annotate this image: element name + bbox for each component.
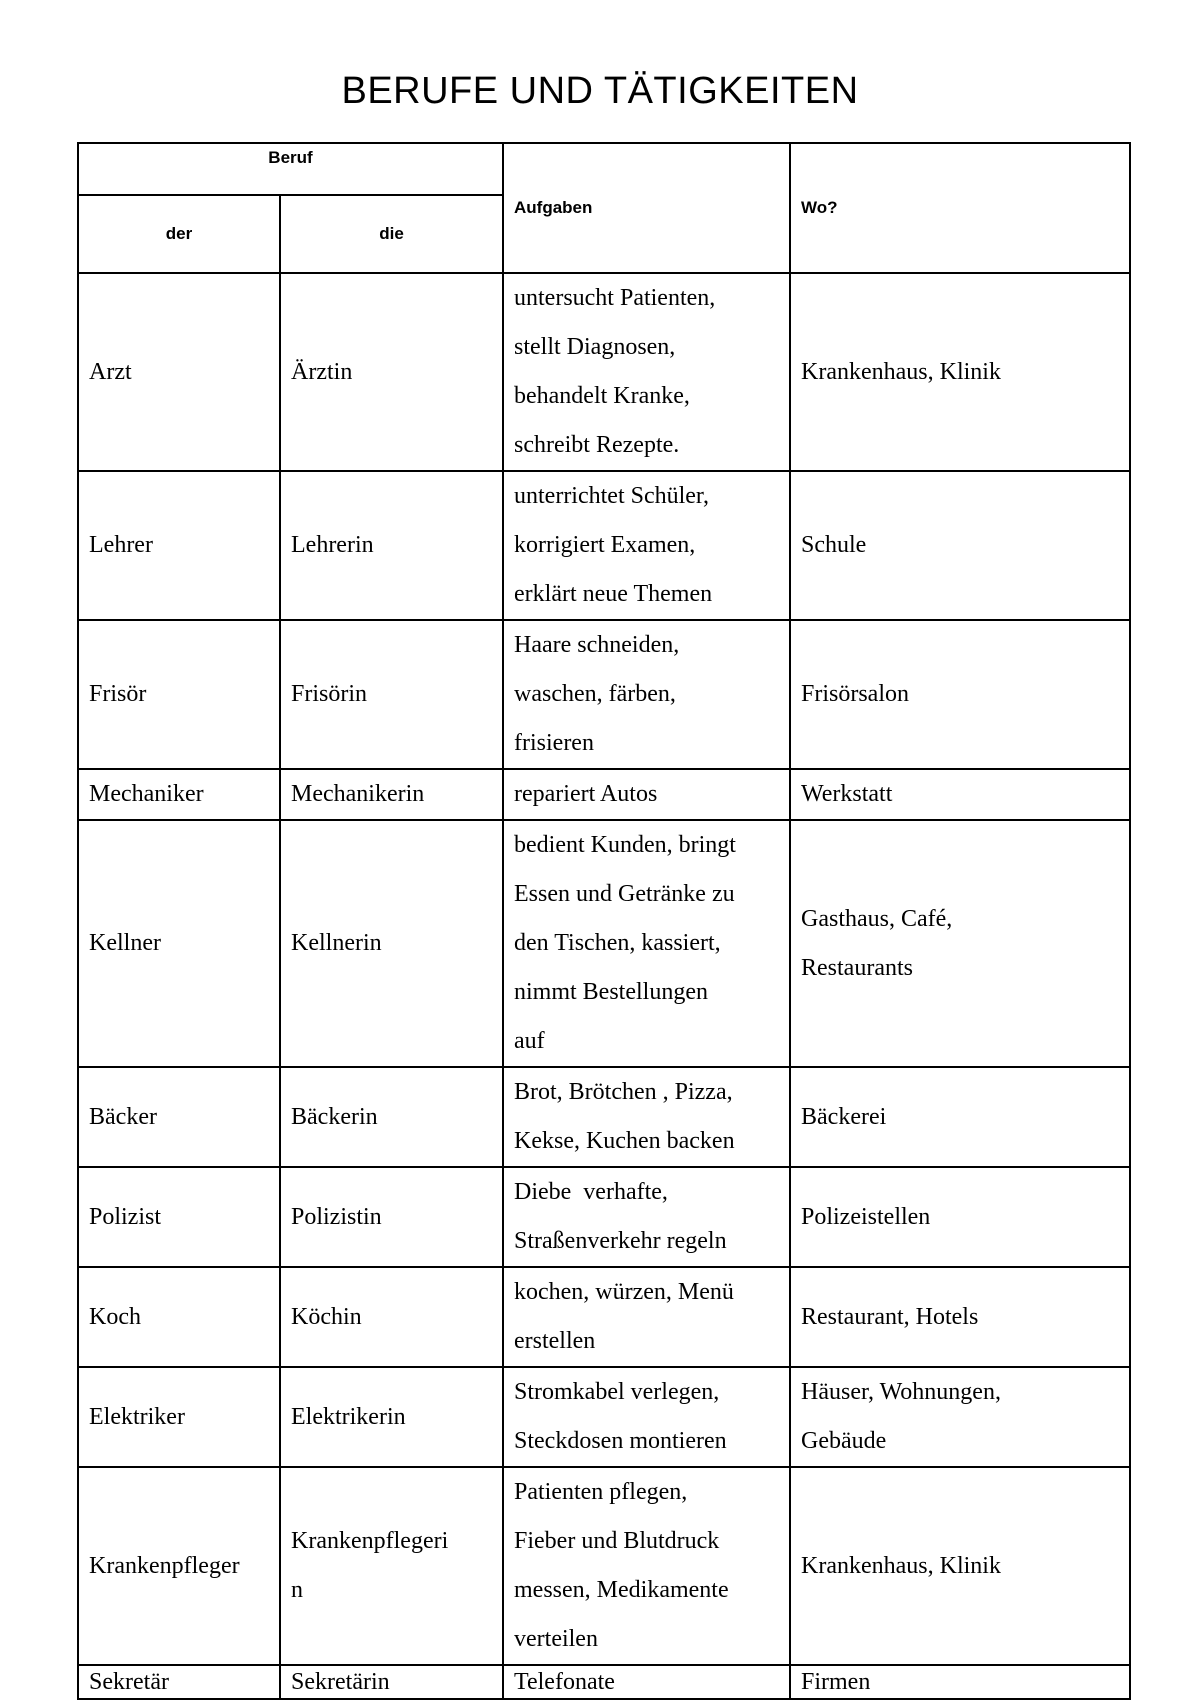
task-line: erstellen <box>514 1328 596 1354</box>
wo-line: Restaurant, Hotels <box>801 1303 979 1330</box>
aufgaben-cell <box>503 820 790 1067</box>
wo-cell <box>790 1367 1130 1467</box>
task-line: Haare schneiden, <box>514 632 680 658</box>
task-line: Diebe verhafte, <box>514 1179 668 1205</box>
wo-cell <box>790 1665 1130 1699</box>
die-line: n <box>291 1577 303 1603</box>
der-cell: Polizist <box>78 1167 280 1267</box>
wo-cell <box>790 1167 1130 1267</box>
task-line: auf <box>514 1028 545 1054</box>
task-line: Steckdosen montieren <box>514 1428 727 1454</box>
wo-line: Häuser, Wohnungen, <box>801 1379 1001 1405</box>
task-line: Kekse, Kuchen backen <box>514 1128 735 1154</box>
wo-line: Restaurants <box>801 954 913 981</box>
header-der: der <box>78 195 280 273</box>
die-cell: Bäckerin <box>280 1067 503 1167</box>
der-cell: Elektriker <box>78 1367 280 1467</box>
der-cell: Koch <box>78 1267 280 1367</box>
der-cell: Frisör <box>78 620 280 769</box>
table-row <box>78 1665 1130 1699</box>
header-beruf: Beruf <box>78 143 503 195</box>
die-cell: Sekretärin <box>280 1665 503 1699</box>
wo-cell <box>790 471 1130 620</box>
task-line: bedient Kunden, bringt <box>514 832 736 858</box>
table-row <box>78 620 1130 769</box>
der-cell: Sekretär <box>78 1665 280 1699</box>
task-line: Straßenverkehr regeln <box>514 1228 727 1254</box>
task-line: Stromkabel verlegen, <box>514 1379 720 1405</box>
task-line: korrigiert Examen, <box>514 532 696 558</box>
wo-cell <box>790 1067 1130 1167</box>
der-cell: Mechaniker <box>78 769 280 820</box>
der-cell: Lehrer <box>78 471 280 620</box>
task-line: den Tischen, kassiert, <box>514 930 721 956</box>
task-line: Fieber und Blutdruck <box>514 1528 720 1554</box>
wo-cell <box>790 620 1130 769</box>
wo-line: Gasthaus, Café, <box>801 905 953 932</box>
header-die: die <box>280 195 503 273</box>
table-row <box>78 1467 1130 1665</box>
aufgaben-cell <box>503 769 790 820</box>
task-line: erklärt neue Themen <box>514 581 713 607</box>
aufgaben-cell <box>503 620 790 769</box>
table-row <box>78 1267 1130 1367</box>
die-cell: Lehrerin <box>280 471 503 620</box>
wo-line: Polizeistellen <box>801 1203 931 1230</box>
die-cell: Köchin <box>280 1267 503 1367</box>
task-line: repariert Autos <box>514 781 658 807</box>
der-cell: Kellner <box>78 820 280 1067</box>
page-title: BERUFE UND TÄTIGKEITEN <box>341 70 859 112</box>
header-row-1 <box>78 143 1130 195</box>
task-line: schreibt Rezepte. <box>514 432 680 458</box>
task-line: unterrichtet Schüler, <box>514 483 709 509</box>
wo-line: Gebäude <box>801 1428 887 1454</box>
header-aufgaben: Aufgaben <box>503 143 790 273</box>
table-row <box>78 769 1130 820</box>
task-line: frisieren <box>514 730 594 756</box>
task-line: waschen, färben, <box>514 681 676 707</box>
task-line: untersucht Patienten, <box>514 285 716 311</box>
die-cell <box>280 1467 503 1665</box>
task-line: Essen und Getränke zu <box>514 881 735 907</box>
task-line: behandelt Kranke, <box>514 383 690 409</box>
die-cell: Mechanikerin <box>280 769 503 820</box>
wo-line: Firmen <box>801 1669 871 1695</box>
aufgaben-cell <box>503 1665 790 1699</box>
der-cell: Arzt <box>78 273 280 471</box>
aufgaben-cell <box>503 471 790 620</box>
task-line: Telefonate <box>514 1669 615 1695</box>
wo-cell <box>790 1267 1130 1367</box>
header-wo: Wo? <box>790 143 1130 273</box>
task-line: stellt Diagnosen, <box>514 334 676 360</box>
task-line: nimmt Bestellungen <box>514 979 708 1005</box>
task-line: Patienten pflegen, <box>514 1479 688 1505</box>
die-cell: Elektrikerin <box>280 1367 503 1467</box>
wo-line: Frisörsalon <box>801 681 909 707</box>
die-line: Krankenpflegeri <box>291 1528 449 1554</box>
professions-table <box>77 142 1131 1700</box>
aufgaben-cell <box>503 1467 790 1665</box>
die-cell: Kellnerin <box>280 820 503 1067</box>
die-cell: Polizistin <box>280 1167 503 1267</box>
aufgaben-cell <box>503 1067 790 1167</box>
table-row <box>78 820 1130 1067</box>
task-line: Brot, Brötchen , Pizza, <box>514 1079 733 1105</box>
die-cell: Ärztin <box>280 273 503 471</box>
table-row <box>78 471 1130 620</box>
die-cell: Frisörin <box>280 620 503 769</box>
aufgaben-cell <box>503 273 790 471</box>
wo-cell <box>790 273 1130 471</box>
der-cell: Bäcker <box>78 1067 280 1167</box>
aufgaben-cell <box>503 1267 790 1367</box>
task-line: messen, Medikamente <box>514 1577 729 1603</box>
table-row <box>78 273 1130 471</box>
aufgaben-cell <box>503 1167 790 1267</box>
wo-cell <box>790 1467 1130 1665</box>
wo-line: Krankenhaus, Klinik <box>801 358 1001 385</box>
wo-line: Krankenhaus, Klinik <box>801 1552 1001 1579</box>
task-line: verteilen <box>514 1626 598 1652</box>
wo-cell <box>790 769 1130 820</box>
table-row <box>78 1367 1130 1467</box>
table-row <box>78 1067 1130 1167</box>
der-cell: Krankenpfleger <box>78 1467 280 1665</box>
table-row <box>78 1167 1130 1267</box>
task-line: kochen, würzen, Menü <box>514 1279 734 1305</box>
wo-cell <box>790 820 1130 1067</box>
wo-line: Bäckerei <box>801 1103 887 1130</box>
aufgaben-cell <box>503 1367 790 1467</box>
wo-line: Schule <box>801 532 867 558</box>
wo-line: Werkstatt <box>801 781 893 807</box>
